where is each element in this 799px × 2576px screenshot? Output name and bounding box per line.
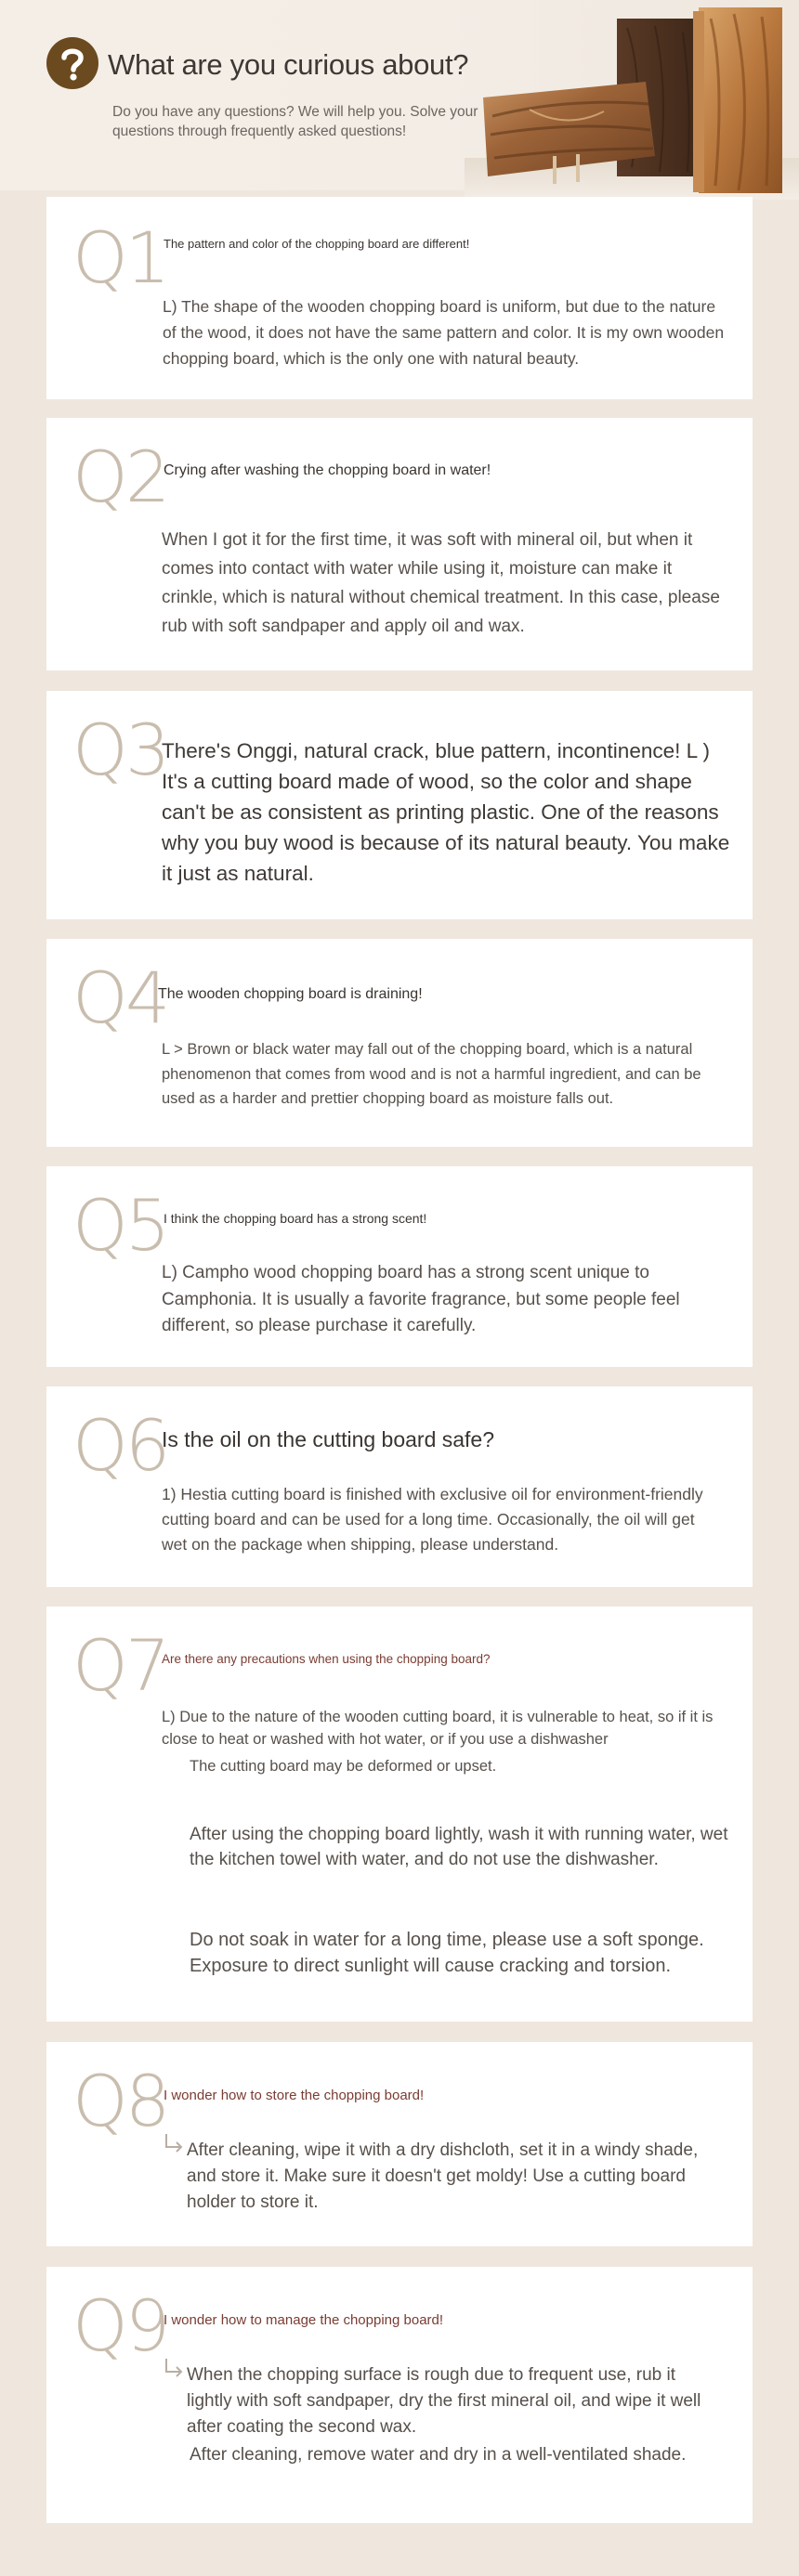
faq-card-q8 — [46, 2042, 753, 2246]
question-title: The wooden chopping board is draining! — [158, 986, 423, 1002]
reply-arrow-icon — [164, 2358, 184, 2378]
answer-text: When the chopping surface is rough due to frequent use, rub it lightly with soft sandpaper, dry the first mineral oil, and wipe it well after coating the second wax. — [187, 2365, 701, 2437]
question-number: Q4 — [72, 956, 168, 1039]
answer-text: The cutting board may be deformed or upset. — [190, 1758, 497, 1775]
answer-text: L) Due to the nature of the wooden cutting board, it is vulnerable to heat, so if it is close to heat or washed with hot water, or if you use a dishwasher — [162, 1709, 714, 1748]
question-mark-icon — [46, 37, 98, 89]
question-title: I think the chopping board has a strong scent! — [164, 1211, 427, 1226]
answer-text: L) Campho wood chopping board has a strong scent unique to Camphonia. It is usually a favorite fragrance, but some people feel different, so please purchase it carefully. — [162, 1263, 680, 1335]
answer-text: L > Brown or black water may fall out of the chopping board, which is a natural phenomenon that comes from wood and is not a harmful ingredient, and can be used as a harder and prettier chopping board as moisture falls out. — [162, 1041, 701, 1107]
answer-text: After using the chopping board lightly, wash it with running water, wet the kitchen towel with water, and do not use the dishwasher. — [190, 1825, 728, 1869]
faq-card-q4 — [46, 939, 753, 1147]
reply-arrow-icon — [164, 2133, 184, 2153]
faq-card-q7 — [46, 1607, 753, 2022]
answer-text: After cleaning, remove water and dry in a well-ventilated shade. — [190, 2445, 687, 2465]
question-title: The pattern and color of the chopping board are different! — [164, 237, 470, 251]
answer-text: Do not soak in water for a long time, please use a soft sponge. Exposure to direct sunlight will cause cracking and torsion. — [190, 1930, 704, 1976]
faq-card-q1 — [46, 197, 753, 399]
faq-card-q5 — [46, 1166, 753, 1367]
faq-card-q9 — [46, 2267, 753, 2523]
faq-card-q3 — [46, 691, 753, 919]
question-number: Q8 — [72, 2060, 168, 2142]
question-title: Crying after washing the chopping board in water! — [164, 462, 491, 478]
question-number: Q5 — [72, 1184, 168, 1267]
chopping-boards-image — [465, 0, 799, 200]
faq-card-q2 — [46, 418, 753, 670]
faq-card-q6 — [46, 1386, 753, 1587]
answer-text: There's Onggi, natural crack, blue pattern, incontinence! L ) It's a cutting board made of wood, so the color and shape can't be as consistent as printing plastic. One of the reasons why you buy wood is because of its natural beauty. You make it just as natural. — [162, 739, 730, 885]
faq-header — [0, 0, 799, 190]
question-number: Q1 — [72, 216, 168, 299]
page-title: What are you curious about? — [108, 48, 469, 81]
question-title: I wonder how to manage the chopping board! — [164, 2312, 444, 2328]
page-subtitle: Do you have any questions? We will help you. Solve your questions through frequently asked questions! — [112, 104, 478, 139]
answer-text: When I got it for the first time, it was soft with mineral oil, but when it comes into contact with water while using it, moisture can make it crinkle, which is natural without chemical treatment. In this case, please rub with soft sandpaper and apply oil and wax. — [162, 530, 720, 636]
answer-text: After cleaning, wipe it with a dry dishcloth, set it in a windy shade, and store it. Make sure it doesn't get moldy! Use a cutting board holder to store it. — [187, 2140, 699, 2212]
question-number: Q2 — [72, 436, 168, 518]
question-title: I wonder how to store the chopping board! — [164, 2088, 425, 2103]
question-number: Q7 — [72, 1624, 168, 1707]
question-number: Q9 — [72, 2284, 168, 2367]
question-title: Is the oil on the cutting board safe? — [162, 1427, 495, 1451]
question-number: Q6 — [72, 1404, 168, 1487]
answer-text: 1) Hestia cutting board is finished with exclusive oil for environment-friendly cutting board and can be used for a long time. Occasionally, the oil will get wet on the package when shipping, please understand. — [162, 1485, 703, 1554]
answer-text: L) The shape of the wooden chopping board is uniform, but due to the nature of the wood, it does not have the same pattern and color. It is my own wooden chopping board, which is the only one with natural beauty. — [163, 297, 725, 368]
question-title: Are there any precautions when using the chopping board? — [162, 1652, 491, 1666]
question-number: Q3 — [72, 709, 168, 791]
